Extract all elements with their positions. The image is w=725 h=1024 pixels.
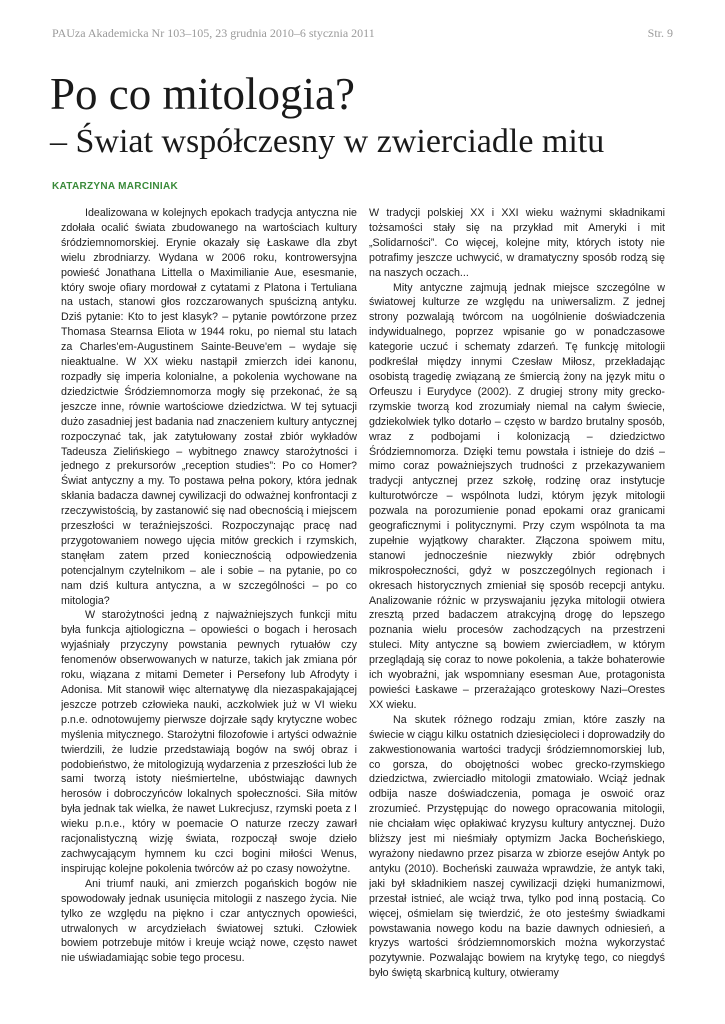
paragraph-continued: W tradycji polskiej XX i XXI wieku ważnymi składnikami tożsamości stały się na przykład mit Ameryki i mit „Solidarności”. Co więcej, kolejne mity, których istoty nie potrafimy jeszcze uchwycić, w dramatyczny sposób rodzą się na naszych oczach... (369, 207, 665, 279)
page-number: Str. 9 (647, 26, 673, 40)
left-column (61, 206, 357, 1006)
paragraph: Ani triumf nauki, ani zmierzch pogańskich bogów nie spowodowały jednak usunięcia mitologii z naszego życia. Nie tylko ze względu na piękno i czar antycznych opowieści, utrwalonych w arcydziełach światowej sztuki. Człowiek bowiem potrzebuje mitów i kreuje wciąż nowe, często nawet nie uświadamiając sobie tego procesu. (61, 877, 357, 965)
article-subtitle: – Świat współczesny w zwierciadle mitu (50, 123, 605, 160)
paragraph: Mity antyczne zajmują jednak miejsce szczególne w światowej kulturze ze względu na uniwersalizm. Z jednej strony pozwalają twórcom na uogólnienie doświadczenia indywidualnego, poprzez wpisanie go w ponadczasowe kategorie uczuć i schematy zdarzeń. Tę funkcję mitologii podkreślał między innymi Czesław Miłosz, przekładając osobistą tragedię związaną ze śmiercią żony na język mitu o Orfeuszu i Eurydyce (2002). Z drugiej strony mity grecko-rzymskie tworzą kod zrozumiały niemal na całym świecie, gdziekolwiek tylko dotarło – często w bardzo brutalny sposób, wraz z podbojami i kolonizacją – dziedzictwo Śródziemnomorza. Dzięki temu powstała i istnieje do dziś – mimo coraz poważniejszych trudności z przekazywaniem tradycji antycznej przez szkołę, rodzinę oraz instytucje kulturotwórcze – wspólnota ludzi, którym język mitologii pozwala na porozumienie ponad epokami oraz granicami geograficznymi i politycznymi. Przy czym wspólnota ta ma zupełnie wyjątkowy charakter. Złączona spoiwem mitu, stanowi jednocześnie niezwykły zbiór odrębnych mikrospołeczności, gdyż w poszczególnych regionach i okresach historycznych zmieniał się sposób recepcji antyku. Analizowanie różnic w przyswajaniu języka mitologii otwiera zresztą przed badaczem atrakcyjną drogę do lepszego poznania wielu procesów zachodzących na przestrzeni stuleci. Mity antyczne są bowiem zwierciadłem, w którym przeglądają się coraz to nowe pokolenia, a także bohaterowie ich wyobraźni, jak wspomniany esesman Aue, protagonista powieści Łaskawe – przerażająco groteskowy Nazi–Orestes XX wieku. (369, 281, 665, 711)
paragraph: W starożytności jedną z najważniejszych funkcji mitu była funkcja ajtiologiczna – opowieści o bogach i herosach wyjaśniały przyczyny powstania pewnych rytuałów czy fenomenów obserwowanych w naturze, takich jak zmiana pór roku, wiązana z mitami Demeter i Persefony lub Afrodyty i Adonisa. Mit stanowił więc alternatywę dla niezaspakajającej jeszcze potrzeb człowieka nauki, aczkolwiek już w VI wieku p.n.e. odnotowujemy pierwsze dojrzałe sądy krytyczne wobec myślenia mitycznego. Starożytni filozofowie i artyści odważnie twierdzili, że ludzie przedstawiają bogów na swój obraz i podobieństwo, że mitologizują wydarzenia z przeszłości lub że sami tworzą istoty nieśmiertelne, ubóstwiając dawnych herosów i dobroczyńców lokalnych społeczności. Siła mitów była jednak tak wielka, że nawet Lukrecjusz, rzymski poeta z I wieku p.n.e., który w poemacie O naturze rzeczy zawarł racjonalistyczną wizję świata, rozpoczął swoje dzieło zachwycającym hymnem ku czci bogini miłości Wenus, inspirując kolejne pokolenia twórców aż po czasy nowożytne. (61, 609, 357, 875)
journal-header: PAUza Akademicka Nr 103–105, 23 grudnia 2010–6 stycznia 2011 (52, 26, 375, 40)
right-column (369, 206, 665, 1006)
article-title: Po co mitologia? (50, 69, 355, 119)
paragraph: Idealizowana w kolejnych epokach tradycja antyczna nie zdołała ocalić świata zbudowanego na wartościach kultury śródziemnomorskiej. Erynie okazały się Łaskawe dla zbyt wielu zbrodniarzy. Wydana w 2006 roku, kontrowersyjna powieść Jonathana Littella o Maximilianie Aue, esesmanie, który swoje ofiary mordował z cytatami z Platona i Tertuliana na ustach, stanowi głos rozczarowanych spuścizną antyku. Dziś pytanie: Kto to jest klasyk? – pytanie powtórzone przez Thomasa Stearnsa Eliota w 1944 roku, po niemal stu latach za Charles'em-Augustinem Sainte-Beuve'em – wydaje się nieaktualne. W XX wieku nastąpił zmierzch idei kanonu, rozpadły się imperia kolonialne, a pokolenia wychowane na dziedzictwie Śródziemnomorza mogły się przekonać, że są jeszcze inne, równie wartościowe dziedzictwa. W tej sytuacji dużo zasadniej jest badania nad znaczeniem kultury antycznej rozpoczynać tak, jak zatytułowany został zbiór wykładów Tadeusza Zielińskiego – wybitnego znawcy starożytności i jednego z prekursorów „reception studies”: Po co Homer? Świat antyczny a my. To postawa pełna pokory, która jednak skłania badacza dawnej cywilizacji do odważnej konfrontacji z rzeczywistością, by zastanowić się nad obecnością i miejscem przeszłości w teraźniejszości. Rozpoczynając pracę nad przygotowaniem nowego ujęcia mitów greckich i rzymskich, stanęłam zatem przed koniecznością odpowiedzenia potencjalnym czytelnikom – ale i sobie – na pytanie, po co nam dziś kultura antyczna, a w szczególności – po co mitologia? (61, 207, 357, 607)
author-name: KATARZYNA MARCINIAK (52, 181, 179, 192)
paragraph: Na skutek różnego rodzaju zmian, które zaszły na świecie w ciągu kilku ostatnich dziesięcioleci i doprowadziły do zakwestionowania wartości tradycji śródziemnomorskiej lub, co gorsza, do obojętności wobec grecko-rzymskiego dziedzictwa, zwierciadło mitologii zmatowiało. Wciąż jednak odbija nasze doświadczenia, pomaga je oswoić oraz zrozumieć. Przystępując do nowego opracowania mitologii, nie chciałam więc opłakiwać kryzysu kultury antycznej. Dużo bliższy jest mi nieśmiały optymizm Jacka Bocheńskiego, wyrażony niedawno przez pisarza w zbiorze esejów Antyk po antyku (2010). Bocheński zauważa wprawdzie, że antyk taki, jaki był składnikiem naszej cywilizacji dzięki humanizmowi, przestał istnieć, ale wciąż trwa, tylko pod inną postacią. Co więcej, ośmielam się twierdzić, że oto jesteśmy świadkami powstawania nowego kodu na bazie dawnych odniesień, a kryzys wartości śródziemnomorskich można wykorzystać pozytywnie. Pozwalając bowiem na krytykę tego, co niegdyś było świętą skarbnicą kultury, otwieramy (369, 713, 665, 980)
